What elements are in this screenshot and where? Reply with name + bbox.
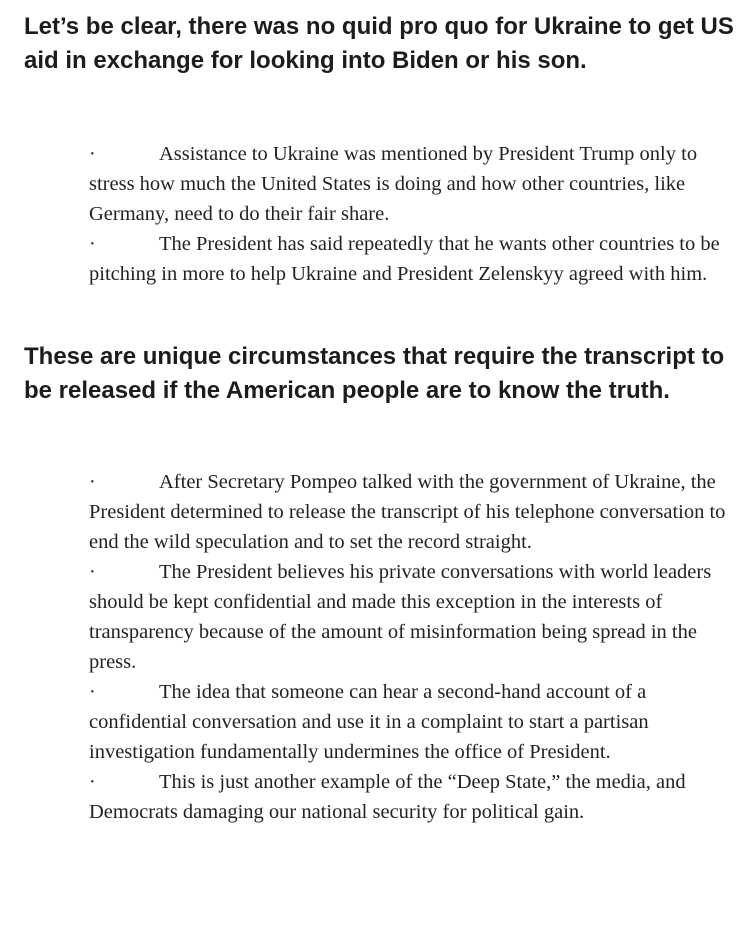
bullet-list-section-1	[89, 139, 729, 289]
bullet-text: The President believes his private conversations with world leaders should be kept confidential and made this exception in the interests of transparency because of the amount of misinformation being spread in the press.	[89, 561, 712, 673]
list-item	[89, 767, 729, 827]
list-item	[89, 677, 729, 767]
bullet-text: Assistance to Ukraine was mentioned by President Trump only to stress how much the United States is doing and how other countries, like Germany, need to do their fair share.	[89, 143, 698, 225]
bullet-dot-icon: ·	[89, 561, 96, 583]
section-heading-unique-circumstances: These are unique circumstances that require the transcript to be released if the American people are to know the truth.	[24, 343, 725, 404]
bullet-dot-icon: ·	[89, 771, 96, 793]
list-item	[89, 229, 729, 289]
bullet-dot-icon: ·	[89, 471, 96, 493]
bullet-text: The idea that someone can hear a second-hand account of a confidential conversation and use it in a complaint to start a partisan investigation fundamentally undermines the office of President.	[89, 681, 649, 763]
bullet-dot-icon: ·	[89, 233, 96, 255]
section-heading-no-quid-pro-quo: Let’s be clear, there was no quid pro quo for Ukraine to get US aid in exchange for looking into Biden or his son.	[24, 13, 734, 74]
bullet-text: This is just another example of the “Deep State,” the media, and Democrats damaging our national security for political gain.	[89, 771, 686, 823]
list-item	[89, 467, 729, 557]
list-item	[89, 557, 729, 677]
bullet-dot-icon: ·	[89, 681, 96, 703]
bullet-text: The President has said repeatedly that he wants other countries to be pitching in more to help Ukraine and President Zelenskyy agreed with him.	[89, 233, 720, 285]
bullet-dot-icon: ·	[89, 143, 96, 165]
list-item	[89, 139, 729, 229]
bullet-text: After Secretary Pompeo talked with the government of Ukraine, the President determined to release the transcript of his telephone conversation to end the wild speculation and to set the record straight.	[89, 471, 726, 553]
bullet-list-section-2	[89, 467, 729, 827]
